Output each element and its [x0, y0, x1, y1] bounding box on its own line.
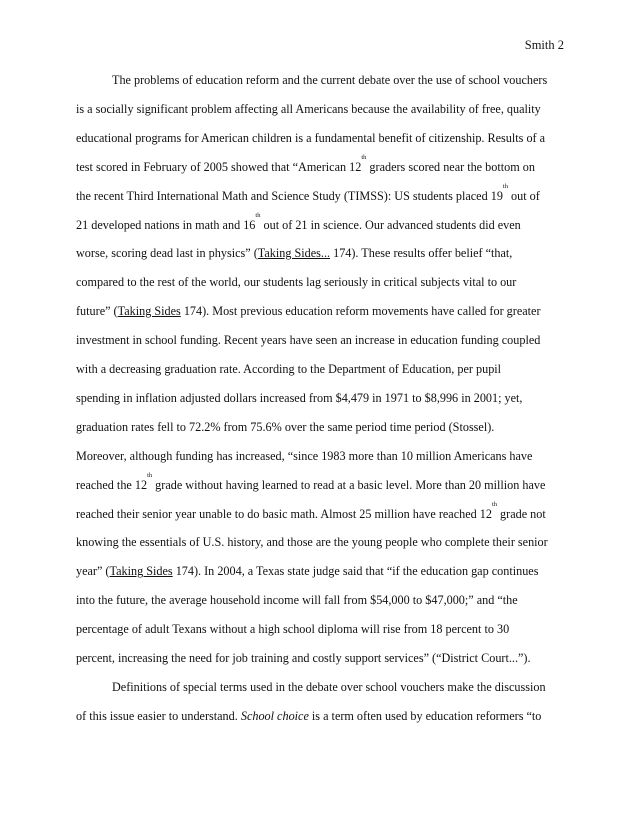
- text-run: 21 developed nations in math and 16: [76, 217, 256, 232]
- text-run: year” (: [76, 564, 110, 579]
- text-run: graders scored near the bottom on: [366, 159, 535, 174]
- text-run: out of 21 in science. Our advanced students did even: [260, 217, 521, 232]
- ordinal-superscript: th: [147, 471, 153, 479]
- paragraph-1-line: spending in inflation adjusted dollars increased from $4,479 in 1971 to $8,996 in 2001; yet,: [76, 390, 523, 405]
- text-run: grade without having learned to read at a basic level. More than 20 million have: [152, 477, 546, 492]
- paragraph-1-line: educational programs for American children is a fundamental benefit of citizenship. Results of a: [76, 130, 546, 145]
- paragraph-1-line: is a socially significant problem affecting all Americans because the availability of free, quality: [76, 101, 541, 116]
- paragraph-1-line: knowing the essentials of U.S. history, and those are the young people who complete their senior: [76, 535, 548, 550]
- paragraph-1-line: [76, 471, 546, 493]
- text-run: test scored in February of 2005 showed that “American 12: [76, 159, 362, 174]
- text-run: out of: [507, 188, 540, 203]
- text-run: reached their senior year unable to do basic math. Almost 25 million have reached 12: [76, 506, 492, 521]
- paragraph-1-line: Moreover, although funding has increased, “since 1983 more than 10 million Americans have: [76, 448, 533, 463]
- text-run: 174). In 2004, a Texas state judge said that “if the education gap continues: [172, 564, 539, 579]
- underlined-title: Taking Sides...: [257, 246, 331, 261]
- paragraph-1-line: percent, increasing the need for job training and costly support services” (“District Court...”).: [76, 651, 531, 665]
- paragraph-1-line: The problems of education reform and the current debate over the use of school vouchers: [112, 73, 548, 87]
- paragraph-1-line: [76, 153, 535, 175]
- paragraph-1-line: [76, 245, 512, 261]
- paragraph-1-line: [76, 303, 541, 319]
- text-run: 174). Most previous education reform movements have called for greater: [180, 304, 541, 319]
- ordinal-superscript: th: [502, 182, 508, 190]
- text-run: worse, scoring dead last in physics” (: [76, 246, 258, 261]
- ordinal-superscript: th: [255, 211, 261, 219]
- text-run: of this issue easier to understand.: [76, 708, 241, 723]
- ordinal-superscript: th: [491, 500, 497, 508]
- paragraph-1-line: into the future, the average household income will fall from $54,000 to $47,000;” and “the: [76, 593, 518, 608]
- paragraph-1-line: graduation rates fell to 72.2% from 75.6% over the same period time period (Stossel).: [76, 419, 495, 434]
- running-head: Smith 2: [524, 38, 564, 52]
- text-run: 174). These results offer belief “that,: [330, 246, 513, 261]
- paragraph-1-line: [76, 211, 521, 233]
- underlined-title: Taking Sides: [117, 304, 181, 319]
- paragraph-1-line: investment in school funding. Recent years have seen an increase in education funding coupled: [76, 333, 541, 348]
- italic-term: School choice: [240, 708, 309, 723]
- paragraph-1-line: [76, 500, 546, 522]
- paragraph-1-line: percentage of adult Texans without a high school diploma will rise from 18 percent to 30: [76, 622, 510, 637]
- text-run: future” (: [76, 304, 118, 319]
- ordinal-superscript: th: [361, 153, 367, 161]
- text-run: the recent Third International Math and Science Study (TIMSS): US students placed 19: [76, 188, 503, 203]
- paragraph-1-line: [76, 182, 540, 204]
- paragraph-1-line: [76, 563, 538, 579]
- text-run: grade not: [497, 506, 546, 521]
- paragraph-1-line: with a decreasing graduation rate. According to the Department of Education, per pupil: [76, 362, 502, 376]
- text-run: is a term often used by education reformers “to: [308, 708, 542, 723]
- paragraph-2-line: Definitions of special terms used in the debate over school vouchers make the discussion: [112, 679, 546, 694]
- text-run: reached the 12: [76, 477, 148, 492]
- paragraph-1-line: compared to the rest of the world, our students lag seriously in critical subjects vital to our: [76, 275, 517, 290]
- underlined-title: Taking Sides: [109, 564, 173, 579]
- paragraph-2-line: [76, 708, 541, 724]
